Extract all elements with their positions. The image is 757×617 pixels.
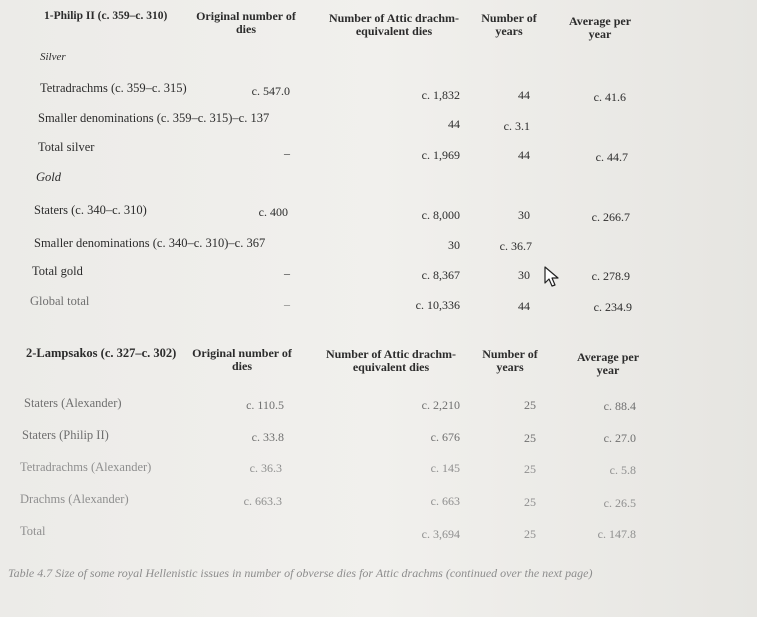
section1-col-years: Number of years <box>481 11 537 38</box>
row-l-total-avg: c. 147.8 <box>597 527 636 541</box>
row-l-staters-alex-orig: c. 110.5 <box>246 398 284 412</box>
silver-label: Silver <box>40 51 66 63</box>
section2-col-original: Original number of dies <box>192 346 292 373</box>
row-smaller-gold-name: Smaller denominations (c. 340–c. 310)–c. 367 <box>34 236 266 250</box>
section1-col-average: Average per year <box>568 14 632 41</box>
row-l-tetradrachms-years: 25 <box>524 462 536 476</box>
row-global-total-years: 44 <box>518 299 530 313</box>
row-total-silver-avg: c. 44.7 <box>595 150 628 164</box>
row-tetradrachms-orig: c. 547.0 <box>251 84 290 98</box>
table-caption: Table 4.7 Size of some royal Hellenistic issues in number of obverse dies for Attic drachms (continued over the next page) <box>8 566 593 580</box>
row-l-staters-alex-name: Staters (Alexander) <box>24 396 122 410</box>
row-l-staters-philip-attic: c. 676 <box>430 430 460 444</box>
row-l-staters-alex-attic: c. 2,210 <box>421 398 460 412</box>
row-l-drachms-years: 25 <box>524 495 536 509</box>
row-staters-orig: c. 400 <box>258 205 288 219</box>
row-staters-name: Staters (c. 340–c. 310) <box>34 203 147 217</box>
row-total-gold-name: Total gold <box>32 264 83 278</box>
row-l-total-attic: c. 3,694 <box>421 527 460 541</box>
gold-label: Gold <box>36 170 61 184</box>
row-tetradrachms-name: Tetradrachms (c. 359–c. 315) <box>40 81 187 95</box>
row-l-staters-alex-years: 25 <box>524 398 536 412</box>
row-l-drachms-orig: c. 663.3 <box>243 494 282 508</box>
row-total-silver-name: Total silver <box>38 140 95 154</box>
row-smaller-gold-years: c. 36.7 <box>499 239 532 253</box>
mouse-pointer-icon <box>544 266 560 293</box>
section2-col-average: Average per year <box>576 350 640 377</box>
row-total-gold-orig: – <box>284 266 290 280</box>
row-tetradrachms-avg: c. 41.6 <box>593 90 626 104</box>
row-staters-attic: c. 8,000 <box>421 208 460 222</box>
row-global-total-attic: c. 10,336 <box>415 298 460 312</box>
row-staters-years: 30 <box>518 208 530 222</box>
row-total-gold-avg: c. 278.9 <box>591 269 630 283</box>
section2-col-years: Number of years <box>482 347 538 374</box>
row-smaller-silver-years: c. 3.1 <box>503 119 530 133</box>
row-l-tetradrachms-orig: c. 36.3 <box>249 461 282 475</box>
row-total-silver-attic: c. 1,969 <box>421 148 460 162</box>
row-l-staters-philip-name: Staters (Philip II) <box>22 428 109 442</box>
row-smaller-gold-attic: 30 <box>448 238 460 252</box>
row-l-tetradrachms-avg: c. 5.8 <box>609 463 636 477</box>
section1-col-attic: Number of Attic drachm-equivalent dies <box>328 11 460 38</box>
row-total-gold-attic: c. 8,367 <box>421 268 460 282</box>
row-smaller-silver-attic: 44 <box>448 117 460 131</box>
row-global-total-orig: – <box>284 297 290 311</box>
row-global-total-avg: c. 234.9 <box>593 300 632 314</box>
row-global-total-name: Global total <box>30 294 90 308</box>
row-total-gold-years: 30 <box>518 268 530 282</box>
section2-title: 2-Lampsakos (c. 327–c. 302) <box>26 346 177 360</box>
row-l-drachms-name: Drachms (Alexander) <box>20 492 129 506</box>
row-staters-avg: c. 266.7 <box>591 210 630 224</box>
section1-title: 1-Philip II (c. 359–c. 310) <box>44 10 168 22</box>
row-tetradrachms-attic: c. 1,832 <box>421 88 460 102</box>
row-total-silver-years: 44 <box>518 148 530 162</box>
row-l-drachms-attic: c. 663 <box>430 494 460 508</box>
row-l-tetradrachms-name: Tetradrachms (Alexander) <box>20 460 152 474</box>
section2-col-attic: Number of Attic drachm-equivalent dies <box>325 347 457 374</box>
row-l-total-years: 25 <box>524 527 536 541</box>
row-l-staters-philip-avg: c. 27.0 <box>603 431 636 445</box>
section1-col-original: Original number of dies <box>196 9 296 36</box>
row-smaller-silver-name: Smaller denominations (c. 359–c. 315)–c. 137 <box>38 111 270 125</box>
row-tetradrachms-years: 44 <box>518 88 530 102</box>
row-l-total-name: Total <box>20 524 46 538</box>
row-l-staters-philip-orig: c. 33.8 <box>251 430 284 444</box>
row-total-silver-orig: – <box>284 146 290 160</box>
row-l-drachms-avg: c. 26.5 <box>603 496 636 510</box>
row-l-tetradrachms-attic: c. 145 <box>430 461 460 475</box>
row-l-staters-alex-avg: c. 88.4 <box>603 399 636 413</box>
row-l-staters-philip-years: 25 <box>524 431 536 445</box>
